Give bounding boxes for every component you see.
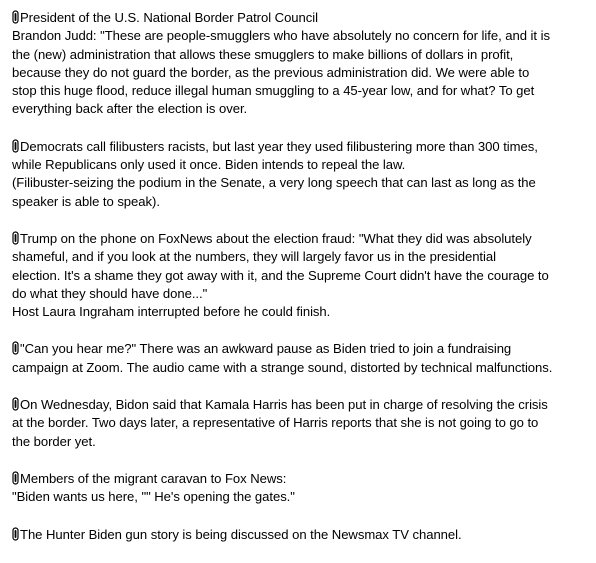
news-line: at the border. Two days later, a representative of Harris reports that she is not going to go to (12, 415, 539, 431)
paperclip-icon (12, 139, 19, 153)
news-line: the (new) administration that allows these smugglers to make billions of dollars in profit, (12, 46, 514, 62)
news-line: "Can you hear me?" There was an awkward pause as Biden tried to join a fundraising (20, 341, 512, 357)
news-line: do what they should have done..." (12, 285, 208, 301)
news-line: President of the U.S. National Border Patrol Council (20, 10, 318, 25)
news-line: stop this huge flood, reduce illegal human smuggling to a 45-year low, and for what? To get (12, 83, 535, 99)
news-line: speaker is able to speak). (12, 193, 160, 209)
news-line: (Filibuster-seizing the podium in the Senate, a very long speech that can last as long as the (12, 175, 536, 191)
news-line: the border yet. (12, 433, 96, 449)
paperclip-icon (12, 527, 19, 541)
news-item (12, 340, 590, 377)
paperclip-icon (12, 397, 19, 411)
paperclip-icon (12, 341, 19, 355)
news-item (12, 230, 590, 321)
news-item (12, 396, 590, 451)
news-line: Members of the migrant caravan to Fox News: (20, 470, 287, 486)
paperclip-icon (12, 471, 19, 485)
news-item (12, 138, 590, 211)
paperclip-icon (12, 231, 19, 245)
news-line: Host Laura Ingraham interrupted before he could finish. (12, 304, 331, 320)
news-line: election. It's a shame they got away with it, and the Supreme Court didn't have the courage to (12, 267, 549, 283)
news-item (12, 526, 590, 544)
news-line: Democrats call filibusters racists, but last year they used filibustering more than 300 times, (20, 138, 538, 154)
paperclip-icon (12, 10, 19, 24)
document-body (12, 9, 590, 563)
news-line: Brandon Judd: "These are people-smugglers who have absolutely no concern for life, and it is (12, 28, 550, 44)
news-item (12, 9, 590, 119)
news-line: "Biden wants us here, "" He's opening the gates." (12, 489, 295, 505)
news-line: Trump on the phone on FoxNews about the election fraud: "What they did was absolutely (20, 230, 532, 246)
news-item (12, 470, 590, 507)
news-line: campaign at Zoom. The audio came with a strange sound, distorted by technical malfunctions. (12, 359, 553, 375)
news-line: because they do not guard the border, as the previous administration did. We were able to (12, 64, 530, 80)
news-line: everything back after the election is over. (12, 101, 248, 117)
news-line: while Republicans only used it once. Biden intends to repeal the law. (12, 157, 406, 173)
news-line: The Hunter Biden gun story is being discussed on the Newsmax TV channel. (20, 526, 462, 542)
news-line: shameful, and if you look at the numbers, they will largely favor us in the presidential (12, 249, 496, 265)
news-line: On Wednesday, Bidon said that Kamala Harris has been put in charge of resolving the crisis (20, 397, 548, 413)
